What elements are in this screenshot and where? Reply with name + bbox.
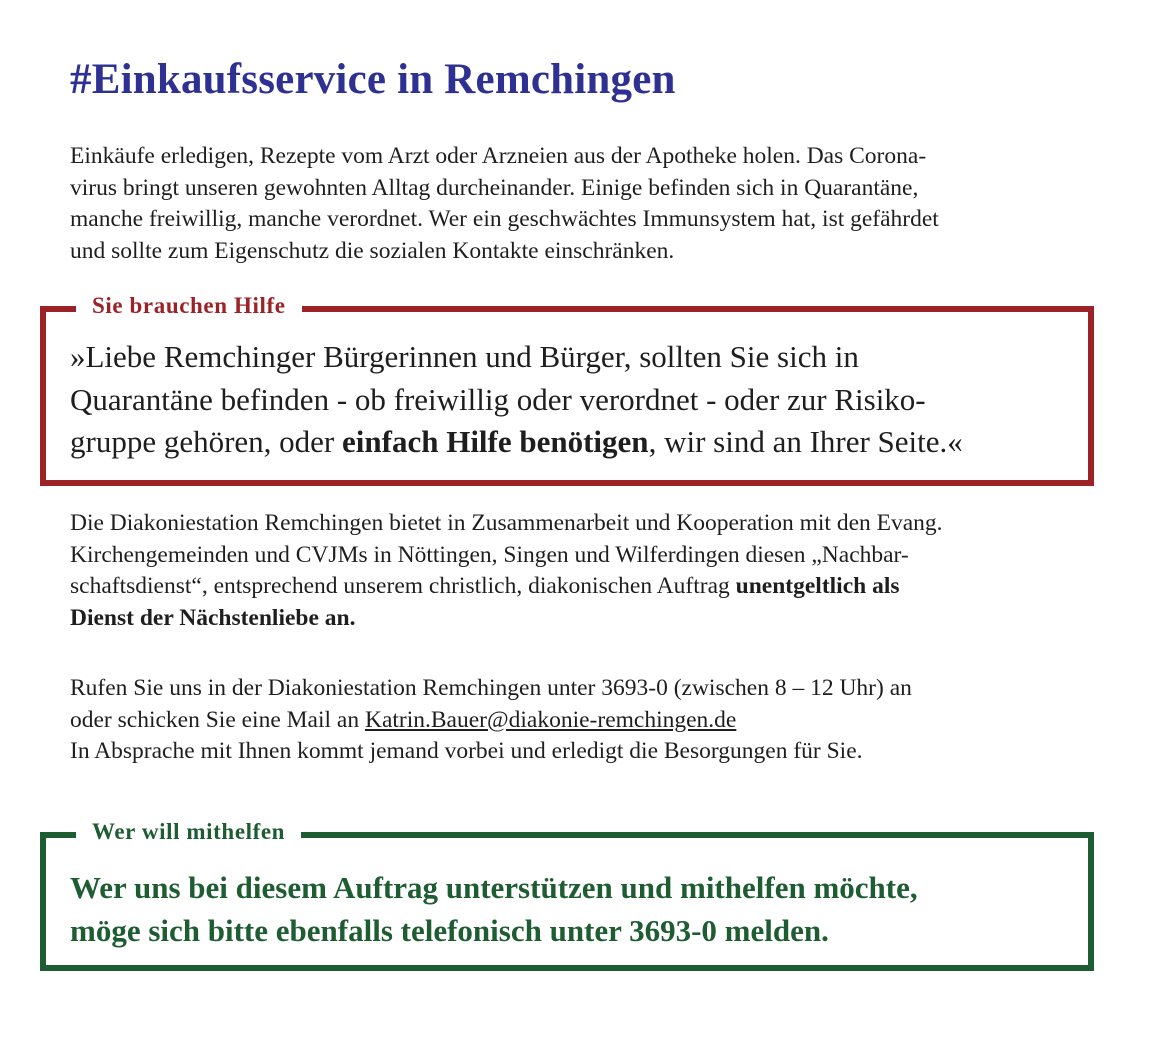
offer-line: [70, 603, 1100, 635]
quote-line: Quarantäne befinden - ob freiwillig oder verordnet - oder zur Risiko-: [70, 381, 926, 417]
intro-line: und sollte zum Eigenschutz die sozialen Kontakte einschränken.: [70, 237, 675, 264]
help-box: [40, 293, 1094, 486]
join-box: [40, 819, 1094, 971]
offer-emphasis: unentgeltlich als: [735, 573, 900, 599]
quote-line: »Liebe Remchinger Bürgerinnen und Bürger, sollten Sie sich in: [70, 339, 859, 374]
quote-line: [70, 421, 963, 464]
offer-line: Kirchengemeinden und CVJMs in Nöttingen, Singen und Wilferdingen diesen „Nachbar-: [70, 541, 909, 568]
quote-emphasis: einfach Hilfe benötigen: [342, 424, 649, 459]
contact-line: Rufen Sie uns in der Diakoniestation Remchingen unter 3693-0 (zwischen 8 – 12 Uhr) an: [70, 675, 912, 701]
quote-text: gruppe gehören, oder: [70, 424, 343, 459]
offer-emphasis: Dienst der Nächstenliebe an.: [70, 604, 356, 631]
help-box-label: Sie brauchen Hilfe: [76, 291, 302, 321]
contact-paragraph: [70, 673, 1100, 768]
offer-paragraph: [70, 508, 1100, 634]
join-text: [70, 866, 918, 952]
join-line: Wer uns bei diesem Auftrag unterstützen und mithelfen möchte,: [70, 870, 918, 905]
intro-paragraph: [70, 141, 1100, 267]
quote-text: , wir sind an Ihrer Seite.«: [648, 424, 963, 459]
offer-text: schaftsdienst“, entsprechend unserem christlich, diakonischen Auftrag: [70, 573, 736, 599]
page-title: #Einkaufsservice in Remchingen: [70, 56, 676, 103]
offer-line: [70, 571, 1100, 603]
offer-line: Die Diakoniestation Remchingen bietet in Zusammenarbeit und Kooperation mit den Evang.: [70, 510, 943, 536]
contact-line: [70, 705, 1100, 737]
join-box-label: Wer will mithelfen: [76, 817, 301, 847]
contact-line: In Absprache mit Ihnen kommt jemand vorbei und erledigt die Besorgungen für Sie.: [70, 738, 863, 764]
email-link[interactable]: Katrin.Bauer@diakonie-remchingen.de: [364, 706, 737, 733]
intro-line: manche freiwillig, manche verordnet. Wer ein geschwächtes Immunsystem hat, ist gefährdet: [70, 206, 939, 232]
contact-text: oder schicken Sie eine Mail an: [70, 706, 365, 733]
intro-line: Einkäufe erledigen, Rezepte vom Arzt oder Arzneien aus der Apotheke holen. Das Corona-: [70, 143, 927, 169]
intro-line: virus bringt unseren gewohnten Alltag durcheinander. Einige befinden sich in Quarantäne,: [70, 174, 919, 201]
help-quote: [70, 336, 963, 464]
join-line: möge sich bitte ebenfalls telefonisch unter 3693-0 melden.: [70, 913, 829, 948]
